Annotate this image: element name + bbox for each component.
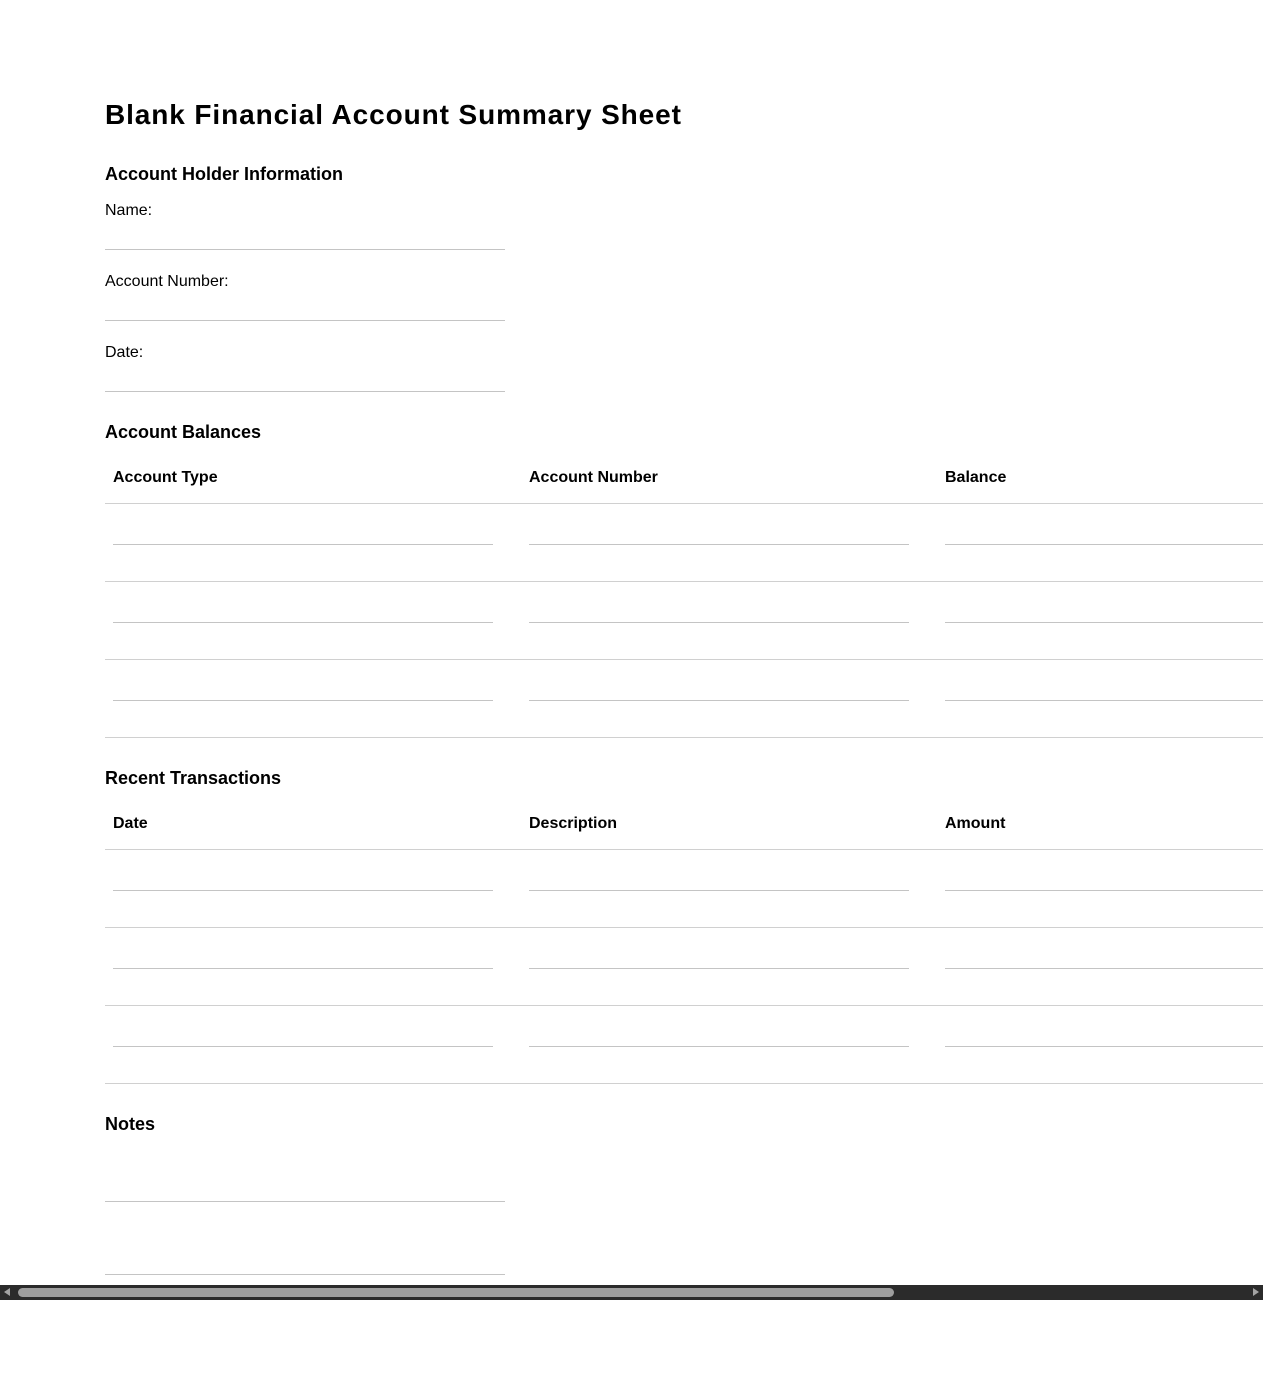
column-header-description: Description	[529, 815, 618, 832]
description-cell[interactable]	[529, 1046, 909, 1047]
column-header-amount: Amount	[945, 815, 1006, 832]
transactions-table	[105, 802, 1263, 1084]
section-heading-notes: Notes	[105, 1114, 156, 1134]
column-header-balance: Balance	[945, 469, 1007, 486]
section-heading-transactions: Recent Transactions	[105, 768, 282, 788]
description-cell[interactable]	[529, 968, 909, 969]
column-header-account-type: Account Type	[113, 469, 218, 486]
horizontal-scrollbar[interactable]	[0, 1285, 1263, 1300]
scroll-right-arrow-icon[interactable]	[1253, 1288, 1259, 1296]
table-row	[105, 660, 1263, 738]
account-number-cell[interactable]	[529, 622, 909, 623]
table-row	[105, 504, 1263, 582]
table-header	[105, 456, 1263, 504]
section-heading-balances: Account Balances	[105, 422, 262, 442]
table-row	[105, 928, 1263, 1006]
balance-cell[interactable]	[945, 622, 1263, 623]
account-number-field-line[interactable]	[105, 320, 505, 321]
date-field-line[interactable]	[105, 391, 505, 392]
table-row	[105, 582, 1263, 660]
balance-cell[interactable]	[945, 544, 1263, 545]
page-title: Blank Financial Account Summary Sheet	[105, 99, 682, 130]
description-cell[interactable]	[529, 890, 909, 891]
notes-line[interactable]	[105, 1274, 505, 1275]
table-row	[105, 850, 1263, 928]
balances-table	[105, 456, 1263, 738]
account-number-cell[interactable]	[529, 544, 909, 545]
table-row	[105, 1006, 1263, 1084]
scrollbar-thumb[interactable]	[18, 1288, 894, 1297]
amount-cell[interactable]	[945, 1046, 1263, 1047]
date-cell[interactable]	[113, 890, 493, 891]
account-number-cell[interactable]	[529, 700, 909, 701]
balance-cell[interactable]	[945, 700, 1263, 701]
account-type-cell[interactable]	[113, 622, 493, 623]
table-header	[105, 802, 1263, 850]
date-cell[interactable]	[113, 1046, 493, 1047]
scroll-left-arrow-icon[interactable]	[4, 1288, 10, 1296]
notes-line[interactable]	[105, 1201, 505, 1202]
name-label: Name:	[105, 202, 153, 219]
amount-cell[interactable]	[945, 968, 1263, 969]
date-cell[interactable]	[113, 968, 493, 969]
date-label: Date:	[105, 344, 144, 361]
account-number-label: Account Number:	[105, 273, 229, 290]
account-type-cell[interactable]	[113, 544, 493, 545]
column-header-date: Date	[113, 815, 148, 832]
name-field-line[interactable]	[105, 249, 505, 250]
column-header-account-number: Account Number	[529, 469, 658, 486]
account-type-cell[interactable]	[113, 700, 493, 701]
section-heading-holder-info: Account Holder Information	[105, 164, 343, 184]
amount-cell[interactable]	[945, 890, 1263, 891]
